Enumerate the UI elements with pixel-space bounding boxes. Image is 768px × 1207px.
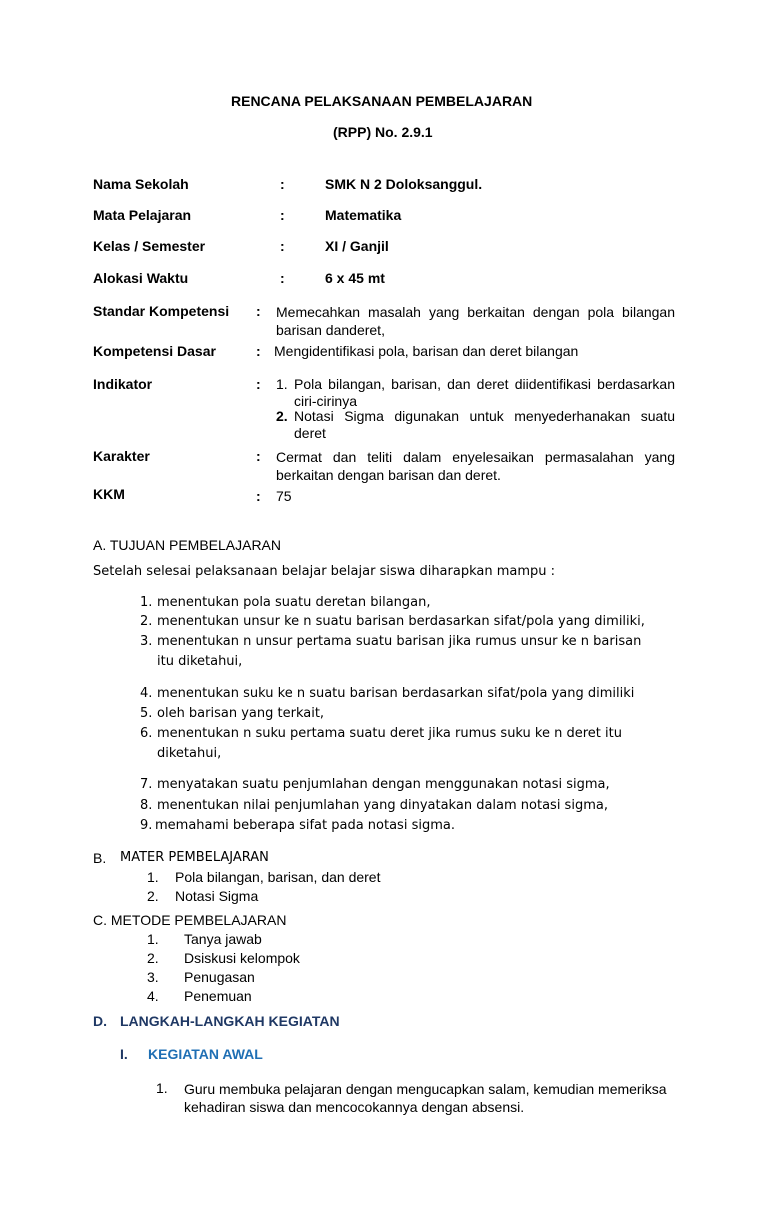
list-item: menentukan unsur ke n suatu barisan berdasarkan sifat/pola yang dimiliki, (157, 614, 645, 629)
list-num: 3. (140, 634, 153, 649)
identity-separator: : (280, 238, 285, 254)
list-item: menentukan pola suatu deretan bilangan, (157, 595, 431, 610)
list-item: oleh barisan yang terkait, (157, 706, 325, 721)
list-item: Dsiskusi kelompok (184, 950, 300, 966)
identity-value: SMK N 2 Doloksanggul. (325, 176, 483, 192)
list-num: 2. (140, 614, 153, 629)
identity-value: Matematika (325, 207, 402, 223)
list-num: 9. (140, 818, 153, 833)
sk-value: Memecahkan masalah yang berkaitan dengan pola bilangan barisan danderet, (276, 304, 675, 338)
list-num: 1. (156, 1080, 168, 1096)
list-num: 8. (140, 798, 153, 813)
section-a-intro: Setelah selesai pelaksanaan belajar belajar siswa diharapkan mampu : (93, 564, 556, 579)
identity-value: 6 x 45 mt (325, 270, 385, 286)
kkm-separator: : (256, 488, 261, 504)
list-item: menyatakan suatu penjumlahan dengan menggunakan notasi sigma, (157, 777, 610, 792)
karakter-separator: : (256, 448, 261, 464)
indikator-num: 2. (276, 408, 288, 424)
identity-label: Mata Pelajaran (93, 207, 192, 223)
karakter-label: Karakter (93, 448, 150, 464)
list-item: menentukan n suku pertama suatu deret jika rumus suku ke n deret itu (157, 726, 622, 741)
kkm-label: KKM (93, 486, 125, 502)
list-item: menentukan n unsur pertama suatu barisan jika rumus unsur ke n barisan (157, 634, 642, 649)
indikator-label: Indikator (93, 376, 153, 392)
indikator-num: 1. (276, 376, 288, 392)
section-b-heading: MATER PEMBELAJARAN (120, 850, 269, 865)
list-item: Guru membuka pelajaran dengan mengucapkan salam, kemudian memeriksa kehadiran siswa dan mencocokannya dengan absensi. (184, 1081, 667, 1115)
section-b-letter: B. (93, 850, 107, 866)
section-d-letter: D. (93, 1013, 107, 1029)
document-title: RENCANA PELAKSANAAN PEMBELAJARAN (231, 93, 533, 109)
list-num: 1. (140, 595, 153, 610)
list-num: 1. (147, 869, 159, 885)
list-num: 4. (140, 686, 153, 701)
identity-separator: : (280, 176, 285, 192)
list-item-cont: itu diketahui, (157, 654, 243, 669)
identity-separator: : (280, 207, 285, 223)
indikator-text: Notasi Sigma digunakan untuk menyederhanakan suatu deret (294, 408, 675, 441)
list-num: 4. (147, 988, 159, 1004)
list-item-cont: diketahui, (157, 746, 222, 761)
list-item: Pola bilangan, barisan, dan deret (175, 869, 381, 885)
sk-separator: : (256, 303, 261, 319)
list-num: 2. (147, 950, 159, 966)
list-num: 1. (147, 931, 159, 947)
section-d-heading: LANGKAH-LANGKAH KEGIATAN (120, 1013, 340, 1029)
identity-label: Kelas / Semester (93, 238, 206, 254)
list-num: 7. (140, 777, 153, 792)
karakter-value: Cermat dan teliti dalam enyelesaikan permasalahan yang berkaitan dengan barisan dan deret. (276, 449, 675, 483)
section-a-heading: A. TUJUAN PEMBELAJARAN (93, 537, 282, 553)
list-num: 2. (147, 888, 159, 904)
identity-value: XI / Ganjil (325, 238, 389, 254)
kd-label: Kompetensi Dasar (93, 343, 216, 359)
list-item: Penemuan (184, 988, 252, 1004)
list-num: 6. (140, 726, 153, 741)
list-num: 3. (147, 969, 159, 985)
sk-label: Standar Kompetensi (93, 303, 230, 319)
list-item: menentukan nilai penjumlahan yang dinyatakan dalam notasi sigma, (157, 798, 608, 813)
kegiatan-awal-heading: KEGIATAN AWAL (148, 1046, 263, 1062)
list-item: Penugasan (184, 969, 255, 985)
kkm-value: 75 (276, 488, 292, 504)
identity-label: Nama Sekolah (93, 176, 189, 192)
kd-separator: : (256, 343, 261, 359)
indikator-separator: : (256, 376, 261, 392)
list-item: memahami beberapa sifat pada notasi sigma. (155, 818, 455, 833)
document-subtitle: (RPP) No. 2.9.1 (333, 124, 433, 140)
kd-value: Mengidentifikasi pola, barisan dan deret bilangan (274, 343, 579, 359)
list-item: Notasi Sigma (175, 888, 259, 904)
list-num: 5. (140, 706, 153, 721)
identity-label: Alokasi Waktu (93, 270, 189, 286)
kegiatan-awal-num: I. (120, 1046, 128, 1062)
section-c-heading: C. METODE PEMBELAJARAN (93, 912, 287, 928)
indikator-text: Pola bilangan, barisan, dan deret diidentifikasi berdasarkan ciri-cirinya (294, 376, 675, 409)
list-item: menentukan suku ke n suatu barisan berdasarkan sifat/pola yang dimiliki (157, 686, 635, 701)
list-item: Tanya jawab (184, 931, 262, 947)
identity-separator: : (280, 270, 285, 286)
